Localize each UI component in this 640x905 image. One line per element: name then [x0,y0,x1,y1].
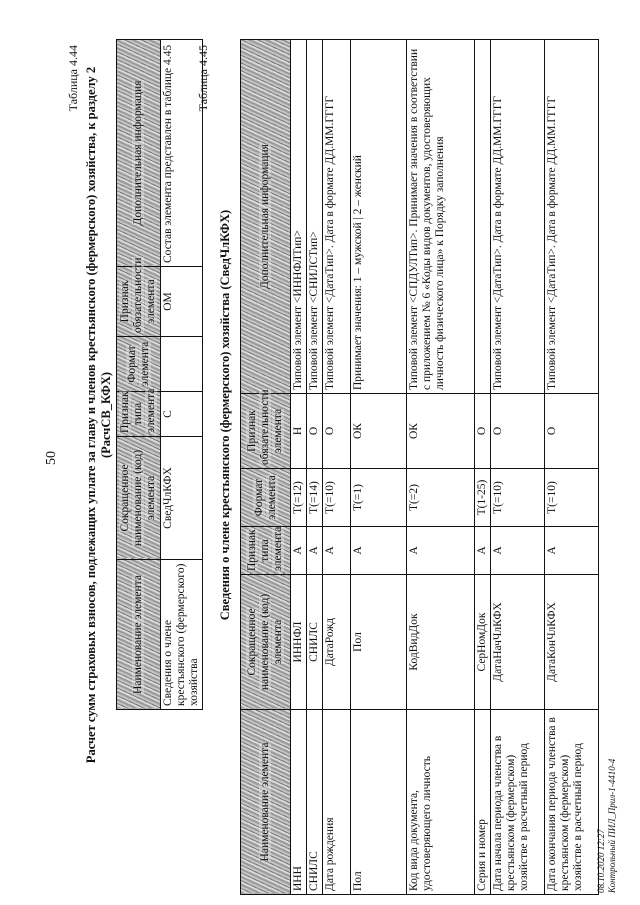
table-4-44-title [84,45,114,785]
column-header-label: Сокращенное наименование (код) элемента [119,449,157,547]
table-cell: T(=10) [491,469,545,527]
table-4-45 [240,39,599,895]
column-header [241,389,291,469]
table-cell: Сведения о члене крестьянского (фермерского) хозяйства [161,560,203,710]
table-cell: О [323,394,351,469]
table-cell: О [545,394,599,469]
table-cell: А [491,527,545,575]
column-header [117,388,161,437]
column-header [117,40,161,267]
table-4-44-header-row [117,40,161,710]
table-cell: ИНН [291,710,307,895]
column-header [117,560,161,710]
table-cell: T(=1) [351,469,407,527]
table-cell: Типовой элемент <ИННФЛТип> [291,40,307,394]
table-row [291,40,307,895]
table-cell: T(=12) [291,469,307,527]
table-cell: СНИЛС [307,710,323,895]
column-header [241,575,291,710]
table-cell: Дата окончания периода членства в крестьянском (фермерском) хозяйстве в расчетный период [545,710,599,895]
table-4-44-title-line2: (РасчСВ_КФХ) [99,371,113,459]
table-4-45-body [291,40,599,895]
table-cell: А [291,527,307,575]
table-cell: T(=14) [307,469,323,527]
table-cell: ДатаНачЧлКФХ [491,575,545,710]
column-header-label: Дополнительная информация [132,80,144,226]
table-cell: Типовой элемент <ДатаТип>. Дата в формате ДД.ММ.ГГГГ [491,40,545,394]
column-header [117,337,161,392]
table-cell: Дата начала периода членства в крестьянском (фермерском) хозяйстве в расчетный период [491,710,545,895]
table-cell: ИННФЛ [291,575,307,710]
table-cell [475,40,491,394]
table-cell: А [323,527,351,575]
footer-line1: 08.10.2020 12:27 [596,829,606,893]
table-cell: Пол [351,575,407,710]
table-cell: Н [291,394,307,469]
column-header-label: Признак типа элемента [246,526,284,571]
column-header [241,40,291,394]
table-cell: А [307,527,323,575]
table-cell: Принимает значения: 1 – мужской | 2 – женский [351,40,407,394]
table-row [491,40,545,895]
table-cell: ОК [351,394,407,469]
table-cell: T(1-25) [475,469,491,527]
footer-line2: Контрольный ПИЛ_Прил-1-4410-4 [607,758,617,893]
table-cell: T(=10) [323,469,351,527]
column-header-label: Признак обязательности элемента [119,257,157,333]
table-row [323,40,351,895]
table-cell: ОМ [161,267,203,337]
table-cell: О [307,394,323,469]
table-4-45-label: Таблица 4.45 [196,45,210,112]
table-4-44-label: Таблица 4.44 [66,45,80,112]
table-4-44-body [161,40,203,710]
table-cell: Состав элемента представлен в таблице 4.45 [161,40,203,267]
column-header-label: Наименование элемента [132,575,144,694]
table-cell: ОК [407,394,475,469]
page-number: 50 [44,451,59,465]
table-cell: О [491,394,545,469]
column-header-label: Наименование элемента [259,742,271,862]
column-header-label: Дополнительная информация [259,144,271,289]
table-cell: Типовой элемент <СНИЛСТип> [307,40,323,394]
column-header-label: Формат элемента [252,475,278,520]
table-cell: А [475,527,491,575]
table-cell: СведЧлКФХ [161,437,203,560]
table-row [545,40,599,895]
table-cell: ДатаКонЧлКФХ [545,575,599,710]
table-cell: С [161,392,203,437]
table-row [407,40,475,895]
table-cell: О [475,394,491,469]
column-header [241,527,291,575]
table-cell: СНИЛС [307,575,323,710]
column-header-label: Сокращенное наименование (код) элемента [246,593,284,691]
table-cell: КодВидДок [407,575,475,710]
table-4-44-title-line1: Расчет сумм страховых взносов, подлежащих уплате за главу и членов крестьянского (фермерского) хозяйства, к разделу 2 [84,66,98,764]
column-header [241,469,291,527]
table-row [351,40,407,895]
column-header [241,710,291,895]
table-4-44 [116,39,203,710]
table-cell: Типовой элемент <СПДУЛТип>. Принимает значения в соответствии с приложением № 6 «Коды видов документов, удостоверяющих личность физического лица» к Порядку заполнения [407,40,475,394]
table-cell: Пол [351,710,407,895]
table-cell: Серия и номер [475,710,491,895]
table-cell: А [545,527,599,575]
column-header [117,437,161,560]
column-header [117,257,161,337]
table-cell: T(=10) [545,469,599,527]
table-cell: T(=2) [407,469,475,527]
table-cell: Типовой элемент <ДатаТип>. Дата в формате ДД.ММ.ГГГГ [323,40,351,394]
table-cell: Дата рождения [323,710,351,895]
table-cell: СерНомДок [475,575,491,710]
footer-stamp [596,759,618,893]
table-row [307,40,323,895]
column-header-label: Признак обязательности элемента [246,389,284,465]
table-cell: Типовой элемент <ДатаТип>. Дата в формате ДД.ММ.ГГГГ [545,40,599,394]
table-4-45-title: Сведения о члене крестьянского (фермерского) хозяйства (СведЧлКФХ) [218,209,232,621]
table-cell: А [351,527,407,575]
table-row [475,40,491,895]
table-cell [161,337,203,392]
column-header-label: Формат элемента [125,341,151,387]
table-cell: А [407,527,475,575]
table-cell: ДатаРожд [323,575,351,710]
table-cell: Код вида документа, удостоверяющего личность [407,710,475,895]
table-4-45-header-row [241,40,291,895]
table-row [161,40,203,710]
column-header-label: Признак типа элемента [119,388,157,433]
